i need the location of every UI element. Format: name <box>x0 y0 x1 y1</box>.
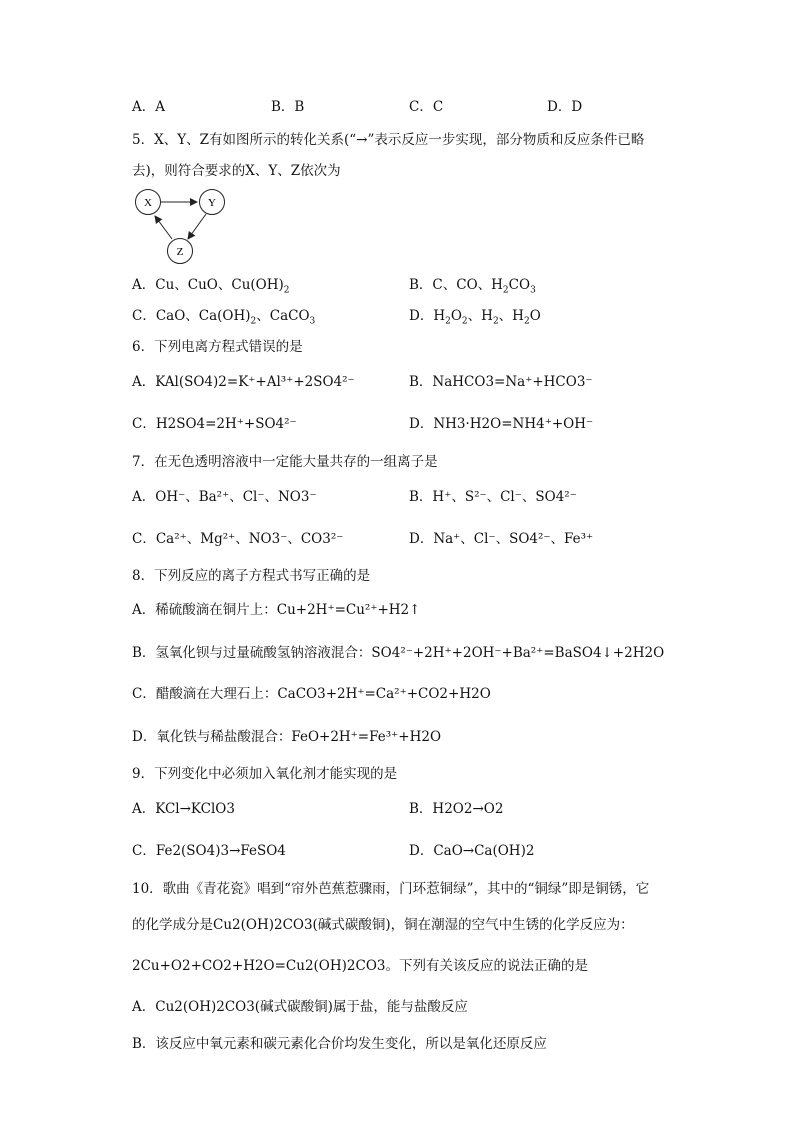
q9-option-b: B．H2O2→O2 <box>409 801 504 817</box>
q8-option-a: A．稀硫酸滴在铜片上：Cu+2H⁺=Cu²⁺+H2↑ <box>132 602 421 618</box>
q5-option-a: A．Cu、CuO、$Cu(OH)_2$ <box>132 277 290 296</box>
q9-option-d: D．CaO→Ca(OH)2 <box>409 843 535 859</box>
q4-option-a: A．A <box>132 99 165 115</box>
q10-stem-line3: 2Cu+O2+CO2+H2O=Cu2(OH)2CO3。下列有关该反应的说法正确的是 <box>132 958 588 974</box>
q7-option-b: B．H⁺、S²⁻、Cl⁻、SO4²⁻ <box>409 489 577 505</box>
q9-option-c: C．Fe2(SO4)3→FeSO4 <box>132 843 286 859</box>
q9-option-a: A．KCl→KClO3 <box>132 801 235 817</box>
q4-option-b: B．B <box>271 99 305 115</box>
node-z-label: Z <box>176 246 184 258</box>
arrow-y-to-z <box>188 214 206 239</box>
q6-stem: 6．下列电离方程式错误的是 <box>132 339 303 355</box>
q5-option-c: C．CaO、$Ca(OH)_2$、CaCO$_3$ <box>132 308 316 327</box>
q7-option-a: A．OH⁻、Ba²⁺、Cl⁻、NO3⁻ <box>132 489 317 505</box>
q5-option-b: B．C、CO、$H_2CO_3$ <box>409 277 536 296</box>
node-x-label: X <box>144 197 152 209</box>
q10-option-b: B．该反应中氧元素和碳元素化合价均发生变化，所以是氧化还原反应 <box>132 1036 547 1052</box>
q10-option-a: A．Cu2(OH)2CO3(碱式碳酸铜)属于盐，能与盐酸反应 <box>132 999 468 1015</box>
q5-stem-line2: 去)，则符合要求的X、Y、Z依次为 <box>132 163 341 179</box>
q8-stem: 8．下列反应的离子方程式书写正确的是 <box>132 568 371 584</box>
q5-cycle-diagram <box>130 186 230 268</box>
q10-stem-line2: 的化学成分是Cu2(OH)2CO3(碱式碳酸铜)，铜在潮湿的空气中生锈的化学反应为： <box>132 917 634 933</box>
q9-stem: 9．下列变化中必须加入氧化剂才能实现的是 <box>132 766 398 782</box>
q8-option-c: C．醋酸滴在大理石上：CaCO3+2H⁺=Ca²⁺+CO2+H2O <box>132 686 491 702</box>
q4-option-c: C．C <box>409 99 444 115</box>
q6-option-b: B．NaHCO3=Na⁺+HCO3⁻ <box>409 374 593 390</box>
q7-stem: 7．在无色透明溶液中一定能大量共存的一组离子是 <box>132 454 438 470</box>
q8-option-b: B．氢氧化钡与过量硫酸氢钠溶液混合：SO4²⁻+2H⁺+2OH⁻+Ba²⁺=BaSO4↓+2H2O <box>132 645 665 661</box>
q7-option-d: D．Na⁺、Cl⁻、SO4²⁻、Fe³⁺ <box>409 531 594 547</box>
q6-option-a: A．KAl(SO4)2=K⁺+Al³⁺+2SO4²⁻ <box>132 374 355 390</box>
q6-option-c: C．H2SO4=2H⁺+SO4²⁻ <box>132 416 297 432</box>
q8-option-d: D．氧化铁与稀盐酸混合：FeO+2H⁺=Fe³⁺+H2O <box>132 729 442 745</box>
arrow-z-to-x <box>155 216 172 239</box>
q5-stem-line1: 5．X、Y、Z有如图所示的转化关系(“→”表示反应一步实现，部分物质和反应条件已略 <box>132 132 645 148</box>
node-y-label: Y <box>208 197 216 209</box>
q10-stem-line1: 10．歌曲《青花瓷》唱到“帘外芭蕉惹骤雨，门环惹铜绿”，其中的“铜绿”即是铜锈，它 <box>132 881 650 897</box>
q5-option-d: D．$H_2O_2$、$H_2$、$H_2O$ <box>409 308 541 327</box>
q7-option-c: C．Ca²⁺、Mg²⁺、NO3⁻、CO3²⁻ <box>132 531 344 547</box>
q4-option-d: D．D <box>547 99 583 115</box>
q6-option-d: D．NH3·H2O=NH4⁺+OH⁻ <box>409 416 594 432</box>
